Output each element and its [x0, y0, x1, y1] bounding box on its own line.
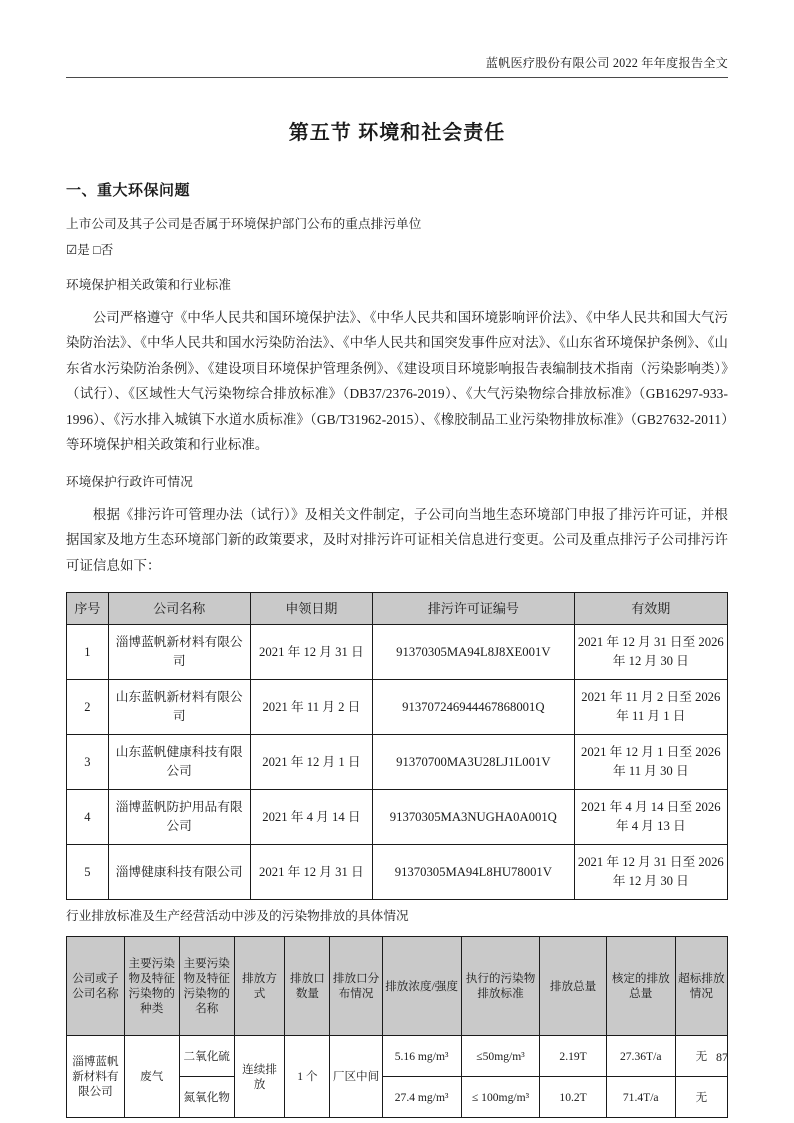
permit-cell-valid-period: 2021 年 12 月 1 日至 2026 年 11 月 30 日 [574, 735, 727, 790]
permit-cell-apply-date: 2021 年 12 月 1 日 [250, 735, 372, 790]
emission-header-total-emission: 排放总量 [540, 937, 606, 1036]
permit-cell-permit-no: 91370305MA3NUGHA0A001Q [373, 790, 575, 845]
running-header-text: 蓝帆医疗股份有限公司 2022 年年度报告全文 [485, 56, 728, 70]
permit-cell-apply-date: 2021 年 12 月 31 日 [250, 625, 372, 680]
permit-cell-apply-date: 2021 年 11 月 2 日 [250, 680, 372, 735]
permit-cell-index: 3 [67, 735, 109, 790]
policy-paragraph: 公司严格遵守《中华人民共和国环境保护法》、《中华人民共和国环境影响评价法》、《中华人民共和国大气污染防治法》、《中华人民共和国水污染防治法》、《中华人民共和国突发事件应对法》、《山东省环境保护条例》、《山东省水污染防治条例》、《建设项目环境保护管理条例》、《建设项目环境影响报告表编制技术指南（污染影响类）》（试行）、《区域性大气污染物综合排放标准》（DB37/2376-2019）、《大气污染物综合排放标准》（GB16297-933-1996）、《污水排入城镇下水道水质标准》（GB/T31962-2015）、《橡胶制品工业污染物排放标准》（GB27632-2011）等环境保护相关政策和行业标准。 [66, 309, 728, 453]
permit-cell-permit-no: 91370700MA3U28LJ1L001V [373, 735, 575, 790]
emission-cell-pollutant-name: 二氧化硫 [179, 1036, 234, 1077]
emission-header-outlet-distribution: 排放口分布情况 [330, 937, 382, 1036]
policy-label: 环境保护相关政策和行业标准 [66, 277, 232, 292]
permit-table [66, 592, 728, 900]
emission-cell-discharge-method: 连续排放 [234, 1036, 285, 1118]
permit-cell-company: 山东蓝帆新材料有限公司 [108, 680, 250, 735]
emission-cell-exceedance: 无 [675, 1036, 727, 1077]
header-divider [66, 77, 728, 78]
emission-header-concentration: 排放浓度/强度 [382, 937, 461, 1036]
permit-header-apply-date: 申领日期 [250, 593, 372, 625]
subsection-heading: 一、重大环保问题 [66, 181, 191, 199]
emission-cell-total-emission: 10.2T [540, 1077, 606, 1118]
running-header [66, 0, 728, 71]
permit-paragraph: 根据《排污许可管理办法（试行）》及相关文件制定，子公司向当地生态环境部门申报了排污许可证，并根据国家及地方生态环境部门新的政策要求，及时对排污许可证相关信息进行变更。公司及重点排污子公司排污许可证信息如下： [66, 506, 728, 573]
emission-cell-pollutant-name: 氮氧化物 [179, 1077, 234, 1118]
permit-cell-permit-no: 91370305MA94L8J8XE001V [373, 625, 575, 680]
emission-header-approved-total: 核定的排放总量 [606, 937, 675, 1036]
permit-cell-index: 5 [67, 845, 109, 900]
permit-table-header-row [67, 593, 728, 625]
permit-cell-apply-date: 2021 年 12 月 31 日 [250, 845, 372, 900]
key-polluter-answer [66, 239, 728, 261]
permit-cell-valid-period: 2021 年 12 月 31 日至 2026 年 12 月 30 日 [574, 845, 727, 900]
emission-cell-outlet-count: 1 个 [285, 1036, 330, 1118]
key-polluter-question: 上市公司及其子公司是否属于环境保护部门公布的重点排污单位 [66, 216, 422, 231]
emission-header-exceedance: 超标排放情况 [675, 937, 727, 1036]
page-title: 第五节 环境和社会责任 [288, 121, 506, 144]
checkbox-no[interactable]: □否 [93, 242, 114, 257]
emission-cell-concentration: 5.16 mg/m³ [382, 1036, 461, 1077]
emission-cell-concentration: 27.4 mg/m³ [382, 1077, 461, 1118]
permit-cell-permit-no: 913707246944467868001Q [373, 680, 575, 735]
emission-cell-exceedance: 无 [675, 1077, 727, 1118]
emission-cell-outlet-distribution: 厂区中间 [330, 1036, 382, 1118]
permit-cell-permit-no: 91370305MA94L8HU78001V [373, 845, 575, 900]
permit-label: 环境保护行政许可情况 [66, 474, 193, 489]
emission-header-company: 公司或子公司名称 [67, 937, 125, 1036]
permit-cell-company: 淄博蓝帆新材料有限公司 [108, 625, 250, 680]
permit-header-company: 公司名称 [108, 593, 250, 625]
permit-cell-company: 山东蓝帆健康科技有限公司 [108, 735, 250, 790]
emission-cell-approved-total: 27.36T/a [606, 1036, 675, 1077]
emission-cell-pollutant-type: 废气 [124, 1036, 179, 1118]
table-row [67, 680, 728, 735]
emission-cell-standard: ≤50mg/m³ [461, 1036, 540, 1077]
checkbox-yes[interactable]: ☑是 [66, 242, 90, 257]
emission-header-pollutant-type: 主要污染物及特征污染物的种类 [124, 937, 179, 1036]
permit-cell-index: 2 [67, 680, 109, 735]
emission-header-outlet-count: 排放口数量 [285, 937, 330, 1036]
emission-table [66, 936, 728, 1118]
emission-header-discharge-method: 排放方式 [234, 937, 285, 1036]
table-row [67, 625, 728, 680]
emission-cell-approved-total: 71.4T/a [606, 1077, 675, 1118]
permit-cell-apply-date: 2021 年 4 月 14 日 [250, 790, 372, 845]
table-row [67, 845, 728, 900]
emission-table-label: 行业排放标准及生产经营活动中涉及的污染物排放的具体情况 [66, 909, 409, 924]
permit-header-valid-period: 有效期 [574, 593, 727, 625]
permit-cell-index: 4 [67, 790, 109, 845]
permit-cell-company: 淄博健康科技有限公司 [108, 845, 250, 900]
emission-table-header-row [67, 937, 728, 1036]
emission-header-standard: 执行的污染物排放标准 [461, 937, 540, 1036]
table-row [67, 790, 728, 845]
permit-cell-valid-period: 2021 年 11 月 2 日至 2026 年 11 月 1 日 [574, 680, 727, 735]
emission-cell-total-emission: 2.19T [540, 1036, 606, 1077]
table-row [67, 735, 728, 790]
permit-cell-company: 淄博蓝帆防护用品有限公司 [108, 790, 250, 845]
permit-header-permit-no: 排污许可证编号 [373, 593, 575, 625]
page-number: 87 [716, 1050, 728, 1064]
permit-header-index: 序号 [67, 593, 109, 625]
permit-cell-index: 1 [67, 625, 109, 680]
emission-cell-company: 淄博蓝帆新材料有限公司 [67, 1036, 125, 1118]
permit-cell-valid-period: 2021 年 4 月 14 日至 2026 年 4 月 13 日 [574, 790, 727, 845]
emission-header-pollutant-name: 主要污染物及特征污染物的名称 [179, 937, 234, 1036]
emission-cell-standard: ≤ 100mg/m³ [461, 1077, 540, 1118]
table-row [67, 1036, 728, 1077]
permit-cell-valid-period: 2021 年 12 月 31 日至 2026 年 12 月 30 日 [574, 625, 727, 680]
